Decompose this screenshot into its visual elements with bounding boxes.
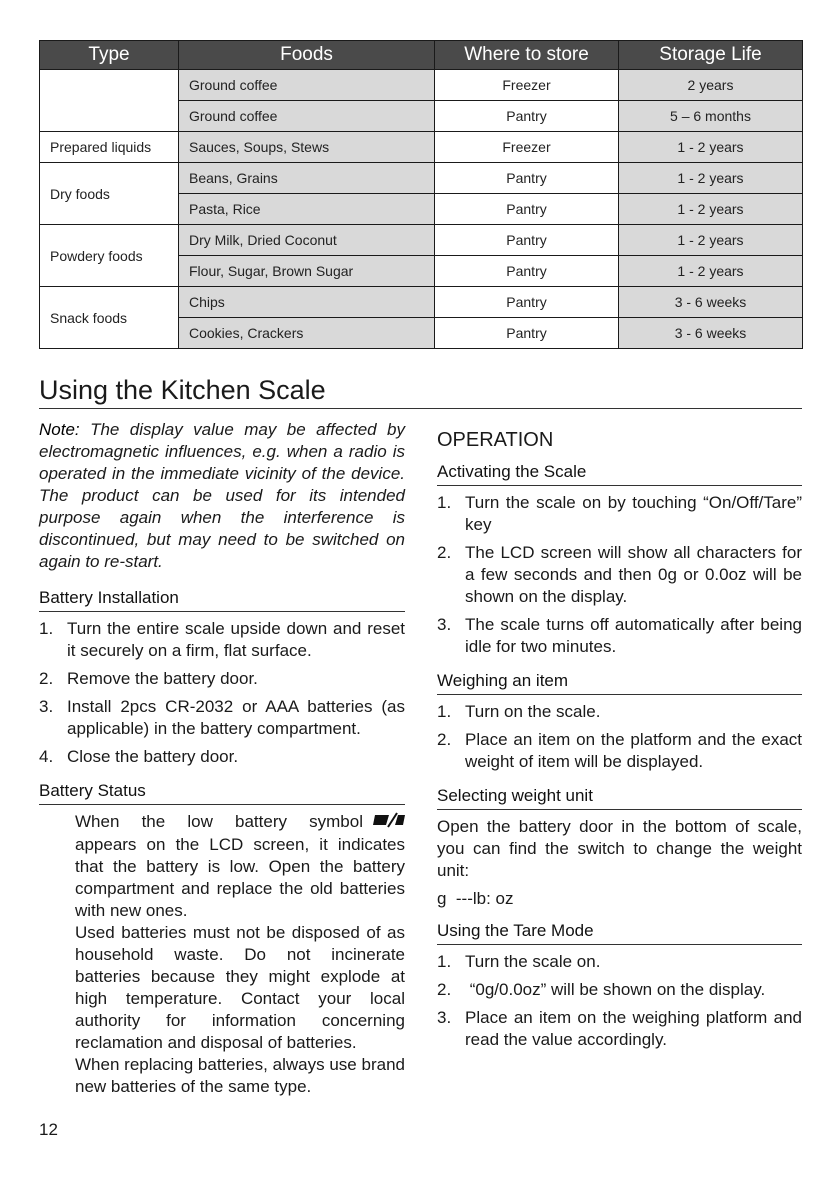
- replacement-paragraph: When replacing batteries, always use brand new batteries of the same type.: [75, 1054, 405, 1096]
- list-item: [437, 492, 802, 536]
- type-cell: Snack foods: [40, 287, 179, 349]
- disposal-paragraph: Used batteries must not be disposed of as household waste. Do not incinerate batteries because they might explode at high temperature. Contact your local authority for information concerning reclamation and disposal of batteries.: [75, 922, 405, 1052]
- unit-heading: Selecting weight unit: [437, 785, 802, 810]
- note-text: The display value may be affected by electromagnetic influences, e.g. when a radio is operated in the immediate vicinity of the device. The product can be used for its intended purpose again when the interference is discontinued, but may need to be switched on again to re-start.: [39, 420, 405, 571]
- step-number: 4.: [39, 747, 54, 766]
- food-cell: Beans, Grains: [179, 163, 435, 194]
- where-cell: Pantry: [435, 287, 619, 318]
- table-row: [40, 70, 803, 101]
- step-number: 1.: [437, 493, 452, 512]
- food-cell: Ground coffee: [179, 101, 435, 132]
- food-cell: Cookies, Crackers: [179, 318, 435, 349]
- note-label: Note:: [39, 420, 80, 439]
- battery-status-paragraph: appears on the LCD screen, it indicates that the battery is low. Open the battery compartment and replace the old batteries with new ones.: [75, 834, 405, 920]
- operation-heading: OPERATION: [437, 429, 554, 451]
- step-number: 1.: [437, 952, 452, 971]
- step-text: Remove the battery door.: [67, 669, 258, 688]
- food-cell: Pasta, Rice: [179, 194, 435, 225]
- battery-installation-heading: Battery Installation: [39, 587, 405, 612]
- where-cell: Pantry: [435, 256, 619, 287]
- food-cell: Dry Milk, Dried Coconut: [179, 225, 435, 256]
- life-cell: 3 - 6 weeks: [619, 287, 803, 318]
- type-cell: [40, 70, 179, 132]
- list-item: [39, 668, 405, 690]
- list-item: [39, 696, 405, 740]
- list-item: [437, 951, 802, 973]
- step-text: “0g/0.0oz” will be shown on the display.: [465, 980, 766, 999]
- section-title: Using the Kitchen Scale: [39, 373, 802, 409]
- unit-switch-values: g ---lb: oz: [437, 889, 514, 908]
- food-cell: Flour, Sugar, Brown Sugar: [179, 256, 435, 287]
- step-number: 1.: [39, 619, 54, 638]
- tare-heading: Using the Tare Mode: [437, 920, 802, 945]
- header-foods: Foods: [179, 41, 435, 70]
- activating-heading: Activating the Scale: [437, 461, 802, 486]
- life-cell: 1 - 2 years: [619, 194, 803, 225]
- step-text: Place an item on the platform and the exact weight of item will be displayed.: [465, 730, 802, 771]
- food-cell: Ground coffee: [179, 70, 435, 101]
- storage-table: [39, 40, 803, 349]
- weighing-steps: [437, 701, 802, 773]
- table-row: [40, 163, 803, 194]
- life-cell: 1 - 2 years: [619, 256, 803, 287]
- where-cell: Pantry: [435, 194, 619, 225]
- tare-steps: [437, 951, 802, 1051]
- unit-paragraph: Open the battery door in the bottom of scale, you can find the switch to change the weight unit:: [437, 817, 802, 880]
- page-number: 12: [39, 1120, 58, 1139]
- life-cell: 2 years: [619, 70, 803, 101]
- where-cell: Freezer: [435, 70, 619, 101]
- where-cell: Pantry: [435, 318, 619, 349]
- step-number: 2.: [39, 669, 54, 688]
- left-column: [39, 419, 405, 1098]
- table-row: [40, 287, 803, 318]
- life-cell: 3 - 6 weeks: [619, 318, 803, 349]
- header-where: Where to store: [435, 41, 619, 70]
- battery-installation-steps: [39, 618, 405, 768]
- table-row: [40, 132, 803, 163]
- list-item: [437, 1007, 802, 1051]
- list-item: [437, 979, 802, 1001]
- step-number: 3.: [437, 615, 452, 634]
- life-cell: 5 – 6 months: [619, 101, 803, 132]
- right-column: [437, 419, 802, 1098]
- life-cell: 1 - 2 years: [619, 225, 803, 256]
- battery-status-body: [75, 811, 405, 1098]
- type-cell: Dry foods: [40, 163, 179, 225]
- where-cell: Freezer: [435, 132, 619, 163]
- step-number: 1.: [437, 702, 452, 721]
- step-text: Turn the scale on by touching “On/Off/Tare” key: [465, 493, 802, 534]
- life-cell: 1 - 2 years: [619, 132, 803, 163]
- step-text: Close the battery door.: [67, 747, 239, 766]
- food-cell: Sauces, Soups, Stews: [179, 132, 435, 163]
- step-number: 3.: [39, 697, 54, 716]
- battery-status-paragraph: [75, 811, 405, 834]
- battery-status-heading: Battery Status: [39, 780, 405, 805]
- battery-status-text-start: When the low battery symbol: [75, 812, 363, 831]
- step-number: 2.: [437, 730, 452, 749]
- food-cell: Chips: [179, 287, 435, 318]
- step-number: 2.: [437, 543, 452, 562]
- where-cell: Pantry: [435, 163, 619, 194]
- list-item: [437, 701, 802, 723]
- table-row: [40, 225, 803, 256]
- step-number: 3.: [437, 1008, 452, 1027]
- note-paragraph: [39, 419, 405, 573]
- weighing-heading: Weighing an item: [437, 670, 802, 695]
- manual-page: [39, 40, 802, 1098]
- activating-steps: [437, 492, 802, 658]
- step-text: The LCD screen will show all characters for a few seconds and then 0g or 0.0oz will be shown on the display.: [465, 543, 802, 606]
- type-cell: Prepared liquids: [40, 132, 179, 163]
- step-text: Turn the scale on.: [465, 952, 601, 971]
- list-item: [39, 618, 405, 662]
- step-text: The scale turns off automatically after being idle for two minutes.: [465, 615, 802, 656]
- two-column-body: [39, 419, 802, 1098]
- step-text: Install 2pcs CR-2032 or AAA batteries (as applicable) in the battery compartment.: [67, 697, 405, 738]
- step-number: 2.: [437, 980, 452, 999]
- list-item: [437, 729, 802, 773]
- list-item: [437, 614, 802, 658]
- where-cell: Pantry: [435, 225, 619, 256]
- step-text: Place an item on the weighing platform and read the value accordingly.: [465, 1008, 802, 1049]
- list-item: [437, 542, 802, 608]
- table-header-row: [40, 41, 803, 70]
- type-cell: Powdery foods: [40, 225, 179, 287]
- low-battery-icon: [373, 812, 405, 834]
- step-text: Turn on the scale.: [465, 702, 601, 721]
- header-type: Type: [40, 41, 179, 70]
- life-cell: 1 - 2 years: [619, 163, 803, 194]
- where-cell: Pantry: [435, 101, 619, 132]
- list-item: [39, 746, 405, 768]
- header-life: Storage Life: [619, 41, 803, 70]
- step-text: Turn the entire scale upside down and reset it securely on a firm, flat surface.: [67, 619, 405, 660]
